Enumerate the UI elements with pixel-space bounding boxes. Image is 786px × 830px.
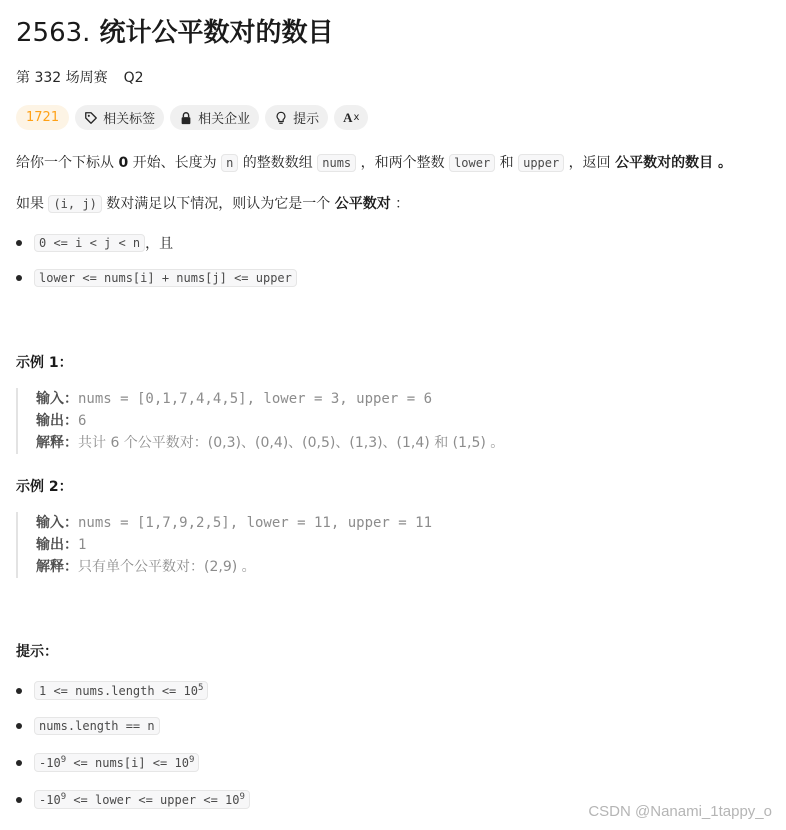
code-condition-1: 0 <= i < j < n bbox=[34, 234, 145, 252]
code-constraint-4 bbox=[34, 790, 250, 809]
code-n: n bbox=[221, 154, 238, 172]
text: 的整数数组 bbox=[238, 155, 318, 171]
example-explain: 只有单个公平数对：(2,9) 。 bbox=[78, 559, 256, 575]
exponent: 9 bbox=[60, 755, 67, 765]
translate-button[interactable] bbox=[334, 105, 368, 130]
exponent: 9 bbox=[239, 792, 245, 802]
output-label: 输出： bbox=[36, 537, 78, 553]
bullet-dot bbox=[16, 760, 22, 766]
translate-x-icon: x bbox=[353, 112, 360, 123]
related-companies-label: 相关企业 bbox=[198, 112, 251, 127]
problem-number: 2563. bbox=[16, 18, 91, 48]
condition-1 bbox=[16, 233, 173, 253]
code-nums: nums bbox=[317, 154, 356, 172]
page-title bbox=[16, 12, 334, 49]
related-tags-label: 相关标签 bbox=[103, 112, 156, 127]
bullet-dot bbox=[16, 240, 22, 246]
text: <= lower <= upper <= 10 bbox=[66, 793, 240, 807]
text: -10 bbox=[39, 756, 61, 770]
text: 。 bbox=[713, 155, 732, 171]
rating-value: 1721 bbox=[26, 110, 60, 125]
watermark: CSDN @Nanami_1tappy_o bbox=[588, 803, 772, 820]
constraint-2 bbox=[16, 717, 160, 735]
rating-badge bbox=[16, 105, 69, 130]
example-explain: 共计 6 个公平数对：(0,3)、(0,4)、(0,5)、(1,3)、(1,4) 和 (1,5) 。 bbox=[78, 435, 505, 451]
bullet-dot bbox=[16, 723, 22, 729]
code-pair: (i, j) bbox=[48, 195, 101, 213]
hint-label: 提示 bbox=[293, 112, 320, 127]
code-upper: upper bbox=[518, 154, 564, 172]
exponent: 9 bbox=[60, 792, 67, 802]
problem-title: 统计公平数对的数目 bbox=[99, 18, 334, 48]
bullet-dot bbox=[16, 797, 22, 803]
text: <= nums[i] <= 10 bbox=[66, 756, 189, 770]
description-paragraph-2 bbox=[16, 193, 409, 213]
example-2-block bbox=[16, 512, 432, 578]
code-constraint-3 bbox=[34, 753, 199, 772]
text: 如果 bbox=[16, 196, 49, 212]
output-label: 输出： bbox=[36, 413, 78, 429]
constraint-4 bbox=[16, 790, 250, 809]
example-input: nums = [1,7,9,2,5], lower = 11, upper = 11 bbox=[78, 515, 433, 531]
text: 和 bbox=[495, 155, 519, 171]
quarter-label: Q2 bbox=[123, 70, 144, 86]
bullet-dot bbox=[16, 688, 22, 694]
bullet-dot bbox=[16, 275, 22, 281]
description-paragraph-1 bbox=[16, 152, 732, 172]
input-label: 输入： bbox=[36, 515, 78, 531]
bold-fair-pair: 公平数对 bbox=[334, 196, 391, 212]
condition-2 bbox=[16, 269, 297, 287]
contest-info bbox=[16, 67, 144, 87]
related-companies-button[interactable] bbox=[170, 105, 259, 130]
text: 开始、长度为 bbox=[128, 155, 222, 171]
example-output: 1 bbox=[78, 537, 87, 553]
code-constraint-1 bbox=[34, 681, 208, 700]
lock-icon bbox=[179, 111, 193, 125]
example-1-title: 示例 1： bbox=[16, 355, 73, 371]
code-condition-2: lower <= nums[i] + nums[j] <= upper bbox=[34, 269, 297, 287]
code-constraint-2: nums.length == n bbox=[34, 717, 160, 735]
code-lower: lower bbox=[449, 154, 495, 172]
example-output: 6 bbox=[78, 413, 87, 429]
translate-icon: A bbox=[343, 109, 353, 125]
bold-zero: 0 bbox=[118, 155, 129, 171]
text: ，返回 bbox=[564, 155, 616, 171]
lightbulb-icon bbox=[274, 111, 288, 125]
tag-bar bbox=[16, 105, 368, 130]
input-label: 输入： bbox=[36, 391, 78, 407]
text: -10 bbox=[39, 793, 61, 807]
example-input: nums = [0,1,7,4,4,5], lower = 3, upper = 6 bbox=[78, 391, 433, 407]
constraints-title: 提示： bbox=[16, 644, 58, 660]
text: 1 <= nums.length <= 10 bbox=[39, 684, 198, 698]
related-tags-button[interactable] bbox=[75, 105, 164, 130]
exponent: 5 bbox=[197, 683, 204, 693]
explain-label: 解释： bbox=[36, 435, 78, 451]
text: 给你一个下标从 bbox=[16, 155, 119, 171]
text: ，且 bbox=[145, 236, 174, 252]
example-2-title: 示例 2： bbox=[16, 479, 73, 495]
constraint-1 bbox=[16, 681, 208, 700]
contest-label[interactable]: 第 332 场周赛 bbox=[16, 70, 108, 86]
example-1-block bbox=[16, 388, 504, 454]
bold-result: 公平数对的数目 bbox=[615, 155, 714, 171]
text: ，和两个整数 bbox=[356, 155, 450, 171]
tag-icon bbox=[84, 111, 98, 125]
hint-button[interactable] bbox=[265, 105, 328, 130]
exponent: 9 bbox=[188, 755, 195, 765]
constraint-3 bbox=[16, 753, 199, 772]
text: 数对满足以下情况，则认为它是一个 bbox=[101, 196, 335, 212]
explain-label: 解释： bbox=[36, 559, 78, 575]
text: ： bbox=[390, 196, 410, 212]
